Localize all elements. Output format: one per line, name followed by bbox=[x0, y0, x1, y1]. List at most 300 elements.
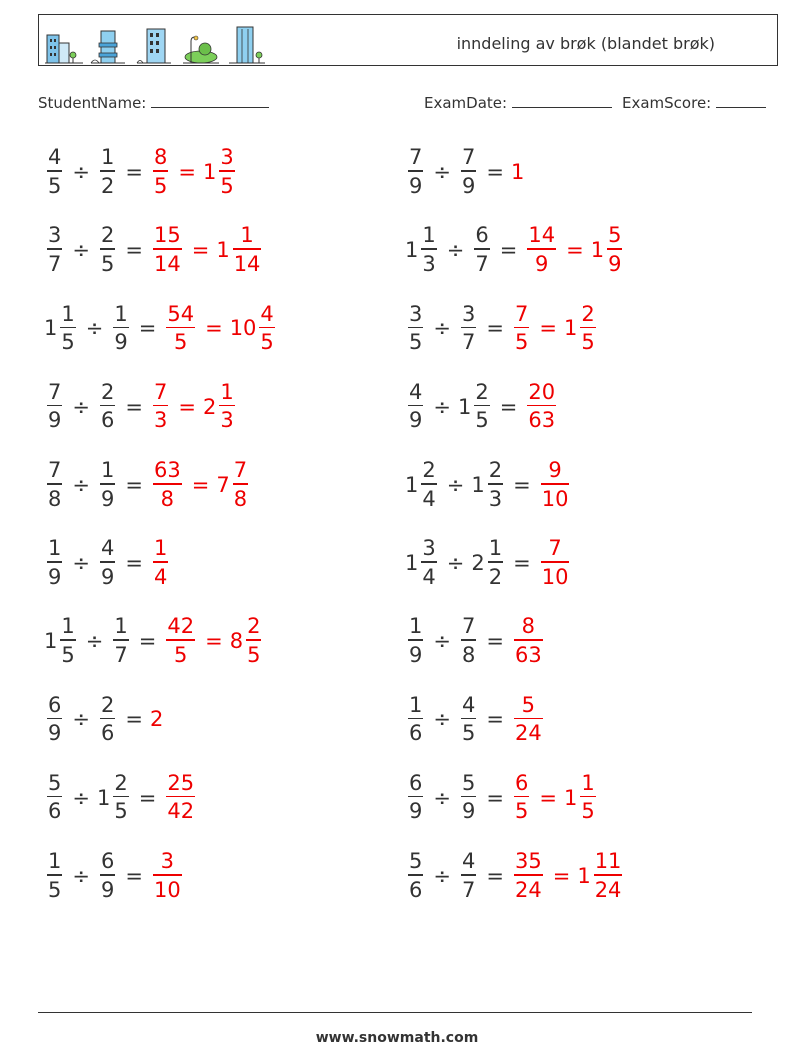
equals-sign: = bbox=[499, 394, 518, 419]
answer bbox=[163, 616, 264, 666]
numerator: 4 bbox=[100, 536, 115, 561]
simple-fraction bbox=[405, 379, 426, 433]
numerator: 5 bbox=[608, 223, 622, 248]
numerator: 1 bbox=[581, 770, 595, 795]
denominator: 3 bbox=[488, 486, 503, 511]
equals-sign: = bbox=[138, 629, 157, 654]
whole-part: 1 bbox=[510, 160, 525, 184]
divide-sign: ÷ bbox=[72, 394, 90, 419]
fraction bbox=[461, 851, 476, 901]
denominator: 9 bbox=[608, 251, 622, 276]
numerator: 9 bbox=[548, 458, 562, 483]
fraction bbox=[153, 460, 182, 510]
simple-fraction bbox=[405, 147, 426, 197]
denominator: 63 bbox=[514, 642, 542, 667]
answer-equals-sign: = bbox=[539, 316, 557, 341]
denominator: 9 bbox=[100, 486, 115, 511]
equals-sign: = bbox=[125, 394, 143, 419]
fraction bbox=[607, 225, 622, 275]
simple-fraction bbox=[458, 147, 479, 197]
denominator: 8 bbox=[48, 486, 62, 511]
denominator: 24 bbox=[594, 877, 622, 902]
numerator: 7 bbox=[153, 379, 168, 404]
numerator: 1 bbox=[61, 301, 75, 326]
fraction bbox=[421, 460, 436, 510]
answer bbox=[150, 538, 171, 588]
exam-date-blank[interactable] bbox=[512, 93, 612, 108]
denominator: 5 bbox=[61, 330, 75, 355]
footer-url: www.snowmath.com bbox=[315, 1030, 479, 1046]
simple-fraction bbox=[110, 616, 131, 666]
problem-item bbox=[44, 217, 264, 283]
simple-fraction bbox=[44, 692, 65, 746]
numerator: 2 bbox=[581, 301, 595, 326]
numerator: 7 bbox=[548, 536, 562, 561]
answer-equals-sign: = bbox=[191, 238, 210, 263]
denominator: 5 bbox=[247, 642, 261, 667]
simple-fraction bbox=[511, 692, 546, 746]
whole-number bbox=[150, 707, 163, 731]
numerator: 25 bbox=[167, 770, 195, 795]
denominator: 7 bbox=[48, 251, 62, 276]
answer bbox=[163, 301, 277, 355]
numerator: 7 bbox=[233, 458, 248, 483]
numerator: 2 bbox=[100, 692, 115, 717]
simple-fraction bbox=[458, 616, 479, 666]
problem-item bbox=[44, 530, 171, 596]
simple-fraction bbox=[511, 616, 546, 666]
simple-fraction bbox=[405, 692, 426, 746]
equals-sign: = bbox=[499, 238, 518, 263]
fraction bbox=[153, 147, 168, 197]
mixed-number bbox=[405, 460, 440, 510]
numerator: 6 bbox=[409, 770, 423, 795]
mixed-number bbox=[405, 225, 440, 275]
student-name-blank[interactable] bbox=[151, 93, 269, 108]
numerator: 7 bbox=[514, 301, 529, 326]
numerator: 11 bbox=[594, 849, 622, 874]
fraction bbox=[166, 301, 195, 355]
fraction bbox=[474, 379, 489, 433]
denominator: 5 bbox=[409, 330, 423, 355]
mixed-number bbox=[44, 616, 79, 666]
answer bbox=[150, 851, 185, 901]
numerator: 5 bbox=[48, 770, 62, 795]
denominator: 6 bbox=[100, 408, 115, 433]
answer bbox=[150, 147, 238, 197]
mixed-number bbox=[229, 301, 278, 355]
numerator: 4 bbox=[260, 301, 274, 326]
numerator: 3 bbox=[160, 849, 175, 874]
numerator: 7 bbox=[461, 145, 476, 170]
answer bbox=[511, 301, 599, 355]
numerator: 8 bbox=[521, 614, 536, 639]
divide-sign: ÷ bbox=[433, 785, 451, 810]
whole-part: 1 bbox=[216, 238, 230, 263]
student-name-field bbox=[38, 93, 269, 112]
tower-building-icon bbox=[91, 31, 125, 63]
answer bbox=[150, 460, 251, 510]
numerator: 1 bbox=[48, 536, 62, 561]
problem-item bbox=[44, 374, 238, 440]
simple-fraction bbox=[538, 538, 573, 588]
simple-fraction bbox=[150, 538, 171, 588]
denominator: 5 bbox=[48, 877, 62, 902]
simple-fraction bbox=[471, 225, 492, 275]
divide-sign: ÷ bbox=[72, 785, 90, 810]
problem-item bbox=[405, 295, 599, 361]
numerator: 4 bbox=[461, 849, 476, 874]
problem-item bbox=[405, 608, 546, 674]
simple-fraction bbox=[44, 770, 65, 824]
fraction bbox=[488, 460, 503, 510]
exam-date-label: ExamDate: bbox=[424, 94, 508, 112]
problem-item bbox=[405, 452, 572, 518]
whole-part: 1 bbox=[44, 629, 58, 654]
divide-sign: ÷ bbox=[72, 707, 90, 732]
denominator: 9 bbox=[48, 408, 62, 433]
equals-sign: = bbox=[125, 863, 143, 888]
answer bbox=[150, 707, 163, 731]
numerator: 42 bbox=[167, 614, 195, 639]
denominator: 9 bbox=[114, 330, 128, 355]
numerator: 2 bbox=[247, 614, 261, 639]
answer-equals-sign: = bbox=[205, 629, 223, 654]
denominator: 5 bbox=[514, 799, 529, 824]
numerator: 3 bbox=[220, 145, 234, 170]
denominator: 9 bbox=[48, 721, 62, 746]
fraction bbox=[541, 538, 570, 588]
equals-sign: = bbox=[138, 785, 157, 810]
numerator: 5 bbox=[461, 770, 476, 795]
equals-sign: = bbox=[513, 551, 531, 575]
simple-fraction bbox=[44, 379, 65, 433]
numerator: 2 bbox=[100, 223, 115, 248]
whole-part: 1 bbox=[405, 238, 419, 263]
answer bbox=[524, 225, 625, 275]
numerator: 1 bbox=[409, 614, 423, 639]
fraction bbox=[461, 147, 476, 197]
whole-part: 7 bbox=[216, 472, 230, 497]
fraction bbox=[47, 692, 62, 746]
answer-equals-sign: = bbox=[178, 160, 196, 184]
simple-fraction bbox=[150, 460, 185, 510]
numerator: 2 bbox=[114, 770, 128, 795]
footer-divider bbox=[38, 1012, 752, 1013]
denominator: 8 bbox=[160, 486, 175, 511]
fraction bbox=[47, 225, 62, 275]
problem-item bbox=[405, 374, 559, 440]
fraction bbox=[408, 770, 423, 824]
simple-fraction bbox=[524, 379, 559, 433]
numerator: 1 bbox=[61, 614, 75, 639]
equals-sign: = bbox=[125, 551, 143, 575]
fraction bbox=[113, 301, 128, 355]
simple-fraction bbox=[44, 538, 65, 588]
denominator: 5 bbox=[114, 799, 128, 824]
simple-fraction bbox=[405, 770, 426, 824]
denominator: 4 bbox=[422, 564, 436, 589]
fraction bbox=[47, 770, 62, 824]
denominator: 3 bbox=[220, 408, 234, 433]
answer bbox=[511, 770, 599, 824]
mixed-number bbox=[591, 225, 626, 275]
denominator: 63 bbox=[528, 408, 556, 433]
denominator: 9 bbox=[48, 564, 62, 589]
numerator: 6 bbox=[514, 770, 529, 795]
fraction bbox=[153, 538, 168, 588]
numerator: 8 bbox=[153, 145, 168, 170]
whole-part: 1 bbox=[44, 316, 58, 341]
answer bbox=[511, 851, 625, 901]
fraction bbox=[100, 379, 115, 433]
fraction bbox=[408, 379, 423, 433]
fraction bbox=[527, 225, 556, 275]
numerator: 1 bbox=[488, 536, 503, 561]
mixed-number bbox=[216, 460, 251, 510]
divide-sign: ÷ bbox=[72, 863, 90, 888]
skyscraper-icon bbox=[229, 27, 265, 63]
answer bbox=[150, 379, 238, 433]
simple-fraction bbox=[150, 225, 185, 275]
fraction bbox=[153, 379, 168, 433]
student-name-label: StudentName: bbox=[38, 94, 147, 112]
whole-part: 2 bbox=[149, 707, 164, 732]
exam-score-field bbox=[622, 93, 766, 112]
simple-fraction bbox=[538, 460, 573, 510]
simple-fraction bbox=[97, 147, 118, 197]
answer bbox=[150, 225, 264, 275]
fraction bbox=[233, 460, 248, 510]
exam-score-blank[interactable] bbox=[716, 93, 766, 108]
numerator: 1 bbox=[114, 614, 128, 639]
fraction bbox=[461, 770, 476, 824]
numerator: 2 bbox=[422, 458, 436, 483]
equals-sign: = bbox=[486, 785, 504, 810]
numerator: 63 bbox=[153, 458, 181, 483]
numerator: 1 bbox=[422, 223, 436, 248]
mixed-number bbox=[96, 770, 132, 824]
answer bbox=[524, 379, 559, 433]
numerator: 7 bbox=[48, 379, 62, 404]
fraction bbox=[461, 301, 476, 355]
fraction bbox=[100, 225, 115, 275]
divide-sign: ÷ bbox=[433, 863, 451, 888]
simple-fraction bbox=[524, 225, 559, 275]
problem-item bbox=[405, 139, 524, 205]
denominator: 9 bbox=[409, 173, 423, 198]
answer bbox=[538, 538, 573, 588]
fraction bbox=[259, 301, 274, 355]
answer bbox=[511, 692, 546, 746]
problem-item bbox=[44, 452, 251, 518]
whole-part: 1 bbox=[590, 238, 605, 263]
numerator: 14 bbox=[528, 223, 556, 248]
denominator: 10 bbox=[541, 486, 569, 511]
fraction bbox=[166, 770, 195, 824]
equals-sign: = bbox=[486, 629, 504, 654]
whole-part: 1 bbox=[457, 394, 472, 419]
divide-sign: ÷ bbox=[433, 707, 451, 732]
denominator: 3 bbox=[422, 251, 436, 276]
fraction bbox=[47, 460, 62, 510]
fraction bbox=[541, 460, 570, 510]
mixed-number bbox=[44, 301, 79, 355]
divide-sign: ÷ bbox=[85, 629, 104, 654]
fraction bbox=[514, 616, 543, 666]
numerator: 1 bbox=[153, 536, 168, 561]
answer-equals-sign: = bbox=[539, 785, 557, 810]
problem-item bbox=[44, 139, 238, 205]
whole-part: 2 bbox=[202, 394, 217, 419]
denominator: 9 bbox=[409, 799, 423, 824]
equals-sign: = bbox=[138, 316, 157, 341]
fraction bbox=[461, 616, 476, 666]
simple-fraction bbox=[97, 692, 118, 746]
denominator: 9 bbox=[100, 877, 115, 902]
numerator: 3 bbox=[409, 301, 423, 326]
worksheet-title: inndeling av brøk (blandet brøk) bbox=[456, 34, 715, 53]
whole-part: 1 bbox=[405, 551, 419, 575]
whole-part: 1 bbox=[577, 863, 591, 888]
denominator: 5 bbox=[61, 642, 75, 667]
answer-equals-sign: = bbox=[178, 394, 196, 419]
denominator: 5 bbox=[174, 330, 188, 355]
denominator: 5 bbox=[581, 799, 595, 824]
whole-part: 10 bbox=[229, 316, 257, 341]
denominator: 9 bbox=[461, 799, 476, 824]
simple-fraction bbox=[458, 770, 479, 824]
problem-item bbox=[405, 843, 625, 909]
denominator: 4 bbox=[153, 564, 168, 589]
fraction bbox=[100, 692, 115, 746]
problem-item bbox=[405, 217, 625, 283]
numerator: 1 bbox=[48, 849, 62, 874]
equals-sign: = bbox=[486, 316, 504, 341]
numerator: 1 bbox=[409, 692, 423, 717]
numerator: 20 bbox=[528, 379, 556, 404]
numerator: 6 bbox=[100, 849, 115, 874]
mixed-number bbox=[405, 538, 440, 588]
whole-part: 1 bbox=[563, 316, 578, 341]
denominator: 14 bbox=[233, 251, 261, 276]
fraction bbox=[408, 692, 423, 746]
fraction bbox=[408, 147, 423, 197]
denominator: 9 bbox=[461, 173, 476, 198]
equals-sign: = bbox=[125, 238, 143, 263]
denominator: 14 bbox=[153, 251, 181, 276]
problem-item bbox=[405, 686, 546, 752]
simple-fraction bbox=[44, 851, 65, 901]
numerator: 2 bbox=[100, 379, 115, 404]
equals-sign: = bbox=[125, 707, 143, 732]
fraction bbox=[421, 538, 436, 588]
denominator: 6 bbox=[409, 877, 423, 902]
simple-fraction bbox=[110, 301, 131, 355]
denominator: 24 bbox=[514, 721, 542, 746]
fraction bbox=[408, 616, 423, 666]
whole-part: 1 bbox=[405, 472, 419, 497]
fraction bbox=[408, 851, 423, 901]
denominator: 10 bbox=[541, 564, 569, 589]
denominator: 6 bbox=[48, 799, 62, 824]
whole-part: 2 bbox=[471, 551, 485, 575]
problem-item bbox=[44, 608, 264, 674]
fraction bbox=[527, 379, 556, 433]
office-building-icon bbox=[45, 35, 83, 63]
mixed-number bbox=[202, 379, 238, 433]
mixed-number bbox=[577, 851, 625, 901]
mixed-number bbox=[216, 225, 264, 275]
simple-fraction bbox=[405, 851, 426, 901]
equals-sign: = bbox=[513, 472, 531, 497]
divide-sign: ÷ bbox=[433, 160, 451, 184]
problem-item bbox=[44, 765, 198, 831]
fraction bbox=[514, 692, 543, 746]
fraction bbox=[153, 225, 182, 275]
fraction bbox=[408, 301, 423, 355]
fraction bbox=[246, 616, 261, 666]
exam-date-field bbox=[424, 93, 612, 112]
fraction bbox=[514, 301, 529, 355]
fraction bbox=[60, 301, 75, 355]
fraction bbox=[514, 770, 529, 824]
divide-sign: ÷ bbox=[433, 629, 451, 654]
simple-fraction bbox=[150, 379, 171, 433]
simple-fraction bbox=[458, 301, 479, 355]
fraction bbox=[514, 851, 543, 901]
denominator: 8 bbox=[233, 486, 248, 511]
denominator: 5 bbox=[220, 173, 234, 198]
mixed-number bbox=[471, 538, 506, 588]
mixed-number bbox=[563, 301, 599, 355]
problem-item bbox=[44, 843, 185, 909]
denominator: 7 bbox=[461, 877, 476, 902]
equals-sign: = bbox=[486, 707, 504, 732]
numerator: 5 bbox=[521, 692, 536, 717]
fraction bbox=[233, 225, 262, 275]
divide-sign: ÷ bbox=[72, 472, 90, 497]
whole-part: 1 bbox=[563, 785, 578, 810]
simple-fraction bbox=[163, 770, 198, 824]
simple-fraction bbox=[150, 851, 185, 901]
simple-fraction bbox=[458, 692, 479, 746]
denominator: 7 bbox=[475, 251, 489, 276]
fraction bbox=[219, 379, 234, 433]
denominator: 7 bbox=[114, 642, 128, 667]
numerator: 15 bbox=[153, 223, 181, 248]
numerator: 2 bbox=[475, 379, 489, 404]
mixed-number bbox=[457, 379, 493, 433]
equals-sign: = bbox=[486, 160, 504, 184]
fraction bbox=[47, 851, 62, 901]
equals-sign: = bbox=[125, 160, 143, 184]
simple-fraction bbox=[97, 225, 118, 275]
fraction bbox=[153, 851, 182, 901]
whole-part: 8 bbox=[229, 629, 244, 654]
simple-fraction bbox=[97, 538, 118, 588]
simple-fraction bbox=[458, 851, 479, 901]
mixed-number bbox=[563, 770, 599, 824]
fraction bbox=[100, 851, 115, 901]
whole-part: 1 bbox=[471, 472, 485, 497]
mixed-number bbox=[230, 616, 265, 666]
numerator: 6 bbox=[475, 223, 489, 248]
divide-sign: ÷ bbox=[72, 551, 90, 575]
denominator: 42 bbox=[167, 799, 195, 824]
mixed-number bbox=[203, 147, 238, 197]
denominator: 9 bbox=[535, 251, 549, 276]
